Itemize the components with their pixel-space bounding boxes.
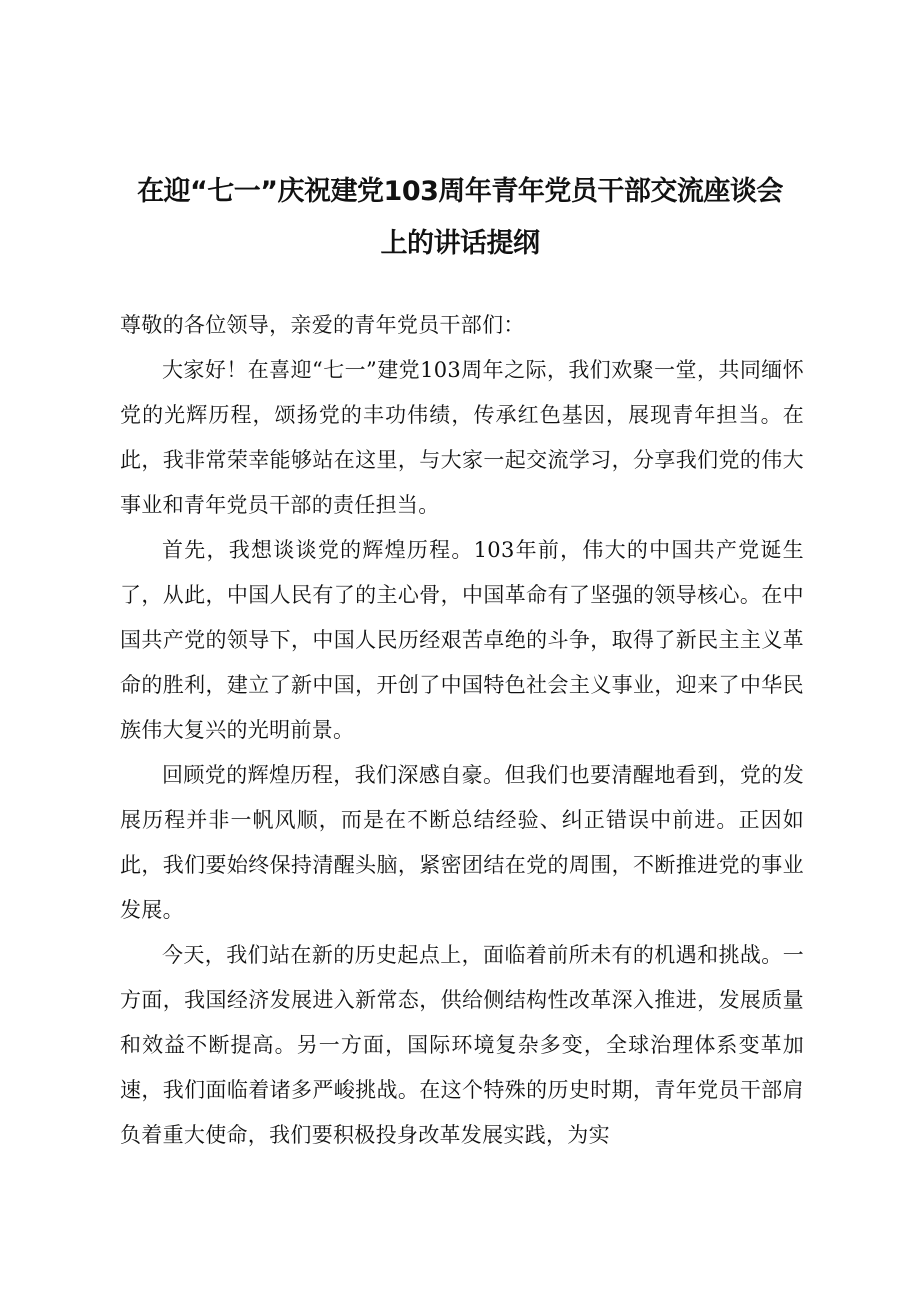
title-line-1: 在迎“七一”庆祝建党103周年青年党员干部交流座谈会 <box>137 176 783 207</box>
paragraph-4: 今天，我们站在新的历史起点上，面临着前所未有的机遇和挑战。一方面，我国经济发展进入新常态，供给侧结构性改革深入推进，发展质量和效益不断提高。另一方面，国际环境复杂多变，全球治理体系变革加速，我们面临着诸多严峻挑战。在这个特殊的历史时期，青年党员干部肩负着重大使命，我们要积极投身改革发展实践，为实 <box>120 943 804 1147</box>
paragraph-1: 大家好！在喜迎“七一”建党103周年之际，我们欢聚一堂，共同缅怀党的光辉历程，颂扬党的丰功伟绩，传承红色基因，展现青年担当。在此，我非常荣幸能够站在这里，与大家一起交流学习，分享我们党的伟大事业和青年党员干部的责任担当。 <box>120 358 804 517</box>
title-line-2: 上的讲话提纲 <box>380 228 540 259</box>
document-body <box>120 303 804 1158</box>
salutation: 尊敬的各位领导，亲爱的青年党员干部们： <box>120 313 525 337</box>
paragraph-3: 回顾党的辉煌历程，我们深感自豪。但我们也要清醒地看到，党的发展历程并非一帆风顺，而是在不断总结经验、纠正错误中前进。正因如此，我们要始终保持清醒头脑，紧密团结在党的周围，不断推进党的事业发展。 <box>120 763 804 922</box>
document-title <box>100 166 820 270</box>
paragraph-2: 首先，我想谈谈党的辉煌历程。103年前，伟大的中国共产党诞生了，从此，中国人民有了的主心骨，中国革命有了坚强的领导核心。在中国共产党的领导下，中国人民历经艰苦卓绝的斗争，取得了新民主主义革命的胜利，建立了新中国，开创了中国特色社会主义事业，迎来了中华民族伟大复兴的光明前景。 <box>120 538 804 742</box>
